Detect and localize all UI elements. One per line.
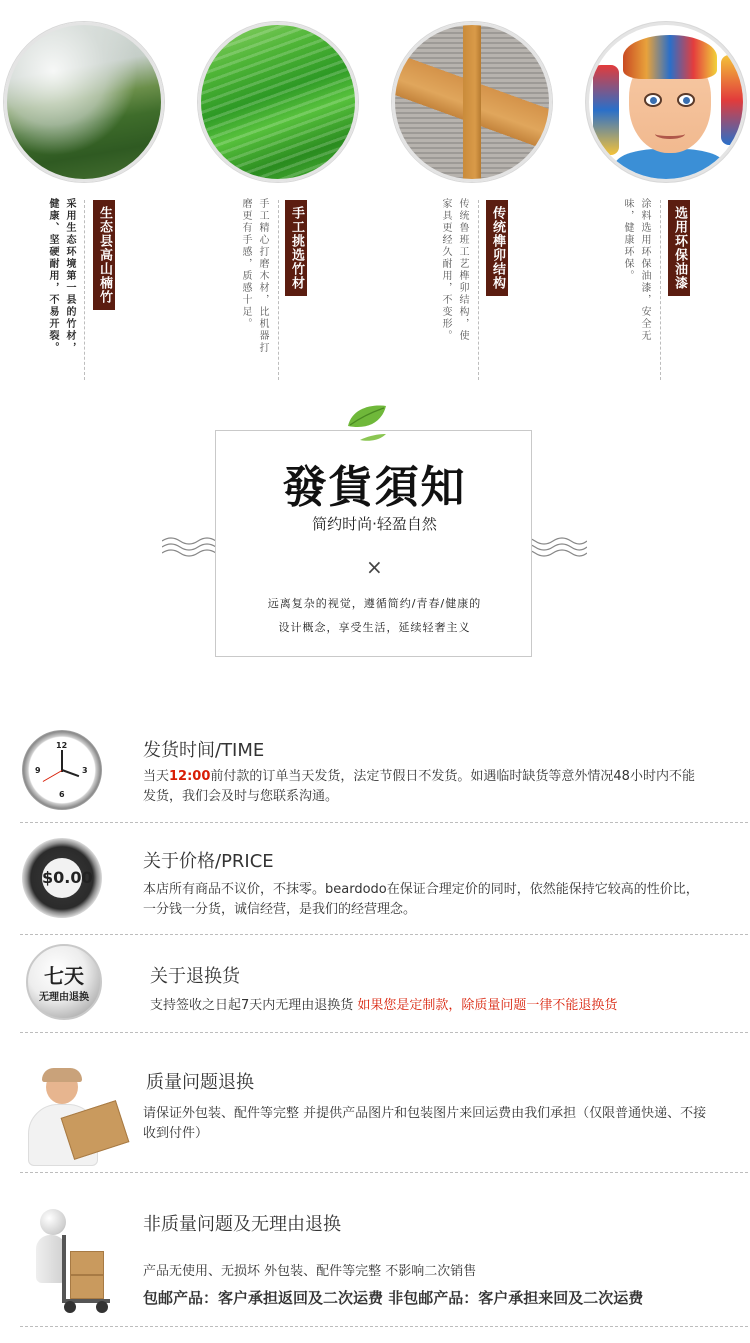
- close-x-icon: ×: [366, 555, 383, 579]
- feature-desc-line: 传统鲁班工艺榫卯结构，使: [457, 198, 468, 342]
- divider: [478, 200, 479, 380]
- painted-kid-image: [586, 22, 746, 182]
- seven-day-return-badge: [26, 944, 102, 1020]
- custom-item-warning: 如果您是定制款，除质量问题一律不能退换货: [357, 998, 618, 1013]
- quality-return-text: 请保证外包装、配件等完整 并提供产品图片和包装图片来回运费由我们承担（仅限普通快递、不接收到付件）: [143, 1106, 707, 1141]
- shipping-time-text: 当天12:00前付款的订单当天发货，法定节假日不发货。如遇临时缺货等意外情况48小时内不能发货，我们会及时与您联系沟通。: [143, 769, 695, 804]
- mountain-bamboo-image: [4, 22, 164, 182]
- feature-section: [0, 0, 750, 390]
- notice-text-line: 远离复杂的视觉，遵循简约/青春/健康的: [267, 597, 482, 610]
- feature-desc-line: 采用生态环境第一县的竹材，: [64, 198, 75, 354]
- non-quality-return-text: 产品无使用、无损坏 外包装、配件等完整 不影响二次销售: [143, 1264, 477, 1279]
- section-divider: [20, 1032, 748, 1033]
- feature-title: 生态县高山楠竹: [93, 200, 115, 310]
- hand-truck-figure-image: [24, 1205, 124, 1315]
- price-badge-value: $0.00: [42, 858, 82, 898]
- non-quality-return-title: 非质量问题及无理由退换: [143, 1214, 341, 1235]
- section-divider: [20, 934, 748, 935]
- shipping-notice-box: [215, 430, 532, 657]
- feature-desc-line: 味，健康环保。: [622, 198, 633, 282]
- shipping-cost-policy: 包邮产品：客户承担返回及二次运费 非包邮产品：客户承担来回及二次运费: [143, 1289, 644, 1307]
- clock-number: 9: [35, 766, 41, 775]
- price-text: 本店所有商品不议价，不抹零。beardodo在保证合理定价的同时，依然能保持它较高的性价比，一分钱一分货，诚信经营，是我们的经营理念。: [143, 882, 699, 917]
- leaf-icon: [342, 400, 390, 444]
- notice-title: 發貨須知: [282, 462, 467, 513]
- feature-desc-line: 健康、坚硬耐用，不易开裂。: [47, 198, 58, 354]
- clock-number: 12: [56, 741, 68, 750]
- return-text: 支持签收之日起7天内无理由退换货 如果您是定制款，除质量问题一律不能退换货: [150, 998, 618, 1013]
- price-badge-icon: [22, 838, 102, 918]
- notice-text-line: 设计概念，享受生活，延续轻奢主义: [278, 621, 471, 634]
- feature-title: 传统榫卯结构: [486, 200, 508, 296]
- mortise-tenon-joint-image: [392, 22, 552, 182]
- seven-day-label: 七天: [44, 964, 84, 988]
- divider: [278, 200, 279, 380]
- section-divider: [20, 1172, 748, 1173]
- notice-subtitle: 简约时尚·轻盈自然: [312, 515, 437, 533]
- quality-return-title: 质量问题退换: [146, 1072, 254, 1093]
- cutoff-time: 12:00: [169, 769, 211, 784]
- section-divider: [20, 822, 748, 823]
- return-title: 关于退换货: [150, 966, 240, 987]
- feature-desc-line: 手工精心打磨木材，比机器打: [257, 198, 268, 354]
- shipping-time-title: 发货时间/TIME: [143, 740, 265, 761]
- feature-desc-line: 磨更有手感，质感十足。: [240, 198, 251, 330]
- divider: [84, 200, 85, 380]
- no-reason-return-label: 无理由退换: [39, 992, 89, 1003]
- delivery-man-image: [24, 1068, 128, 1168]
- feature-title: 选用环保油漆: [668, 200, 690, 296]
- divider: [660, 200, 661, 380]
- price-title: 关于价格/PRICE: [143, 851, 274, 872]
- feature-desc-line: 涂料选用环保油漆，安全无: [639, 198, 650, 342]
- clock-number: 3: [82, 766, 88, 775]
- feature-desc-line: 家具更经久耐用，不变形。: [440, 198, 451, 342]
- clock-number: 6: [59, 790, 65, 799]
- section-divider: [20, 1326, 748, 1327]
- clock-icon: [22, 730, 102, 810]
- feature-title: 手工挑选竹材: [285, 200, 307, 296]
- bamboo-texture-image: [198, 22, 358, 182]
